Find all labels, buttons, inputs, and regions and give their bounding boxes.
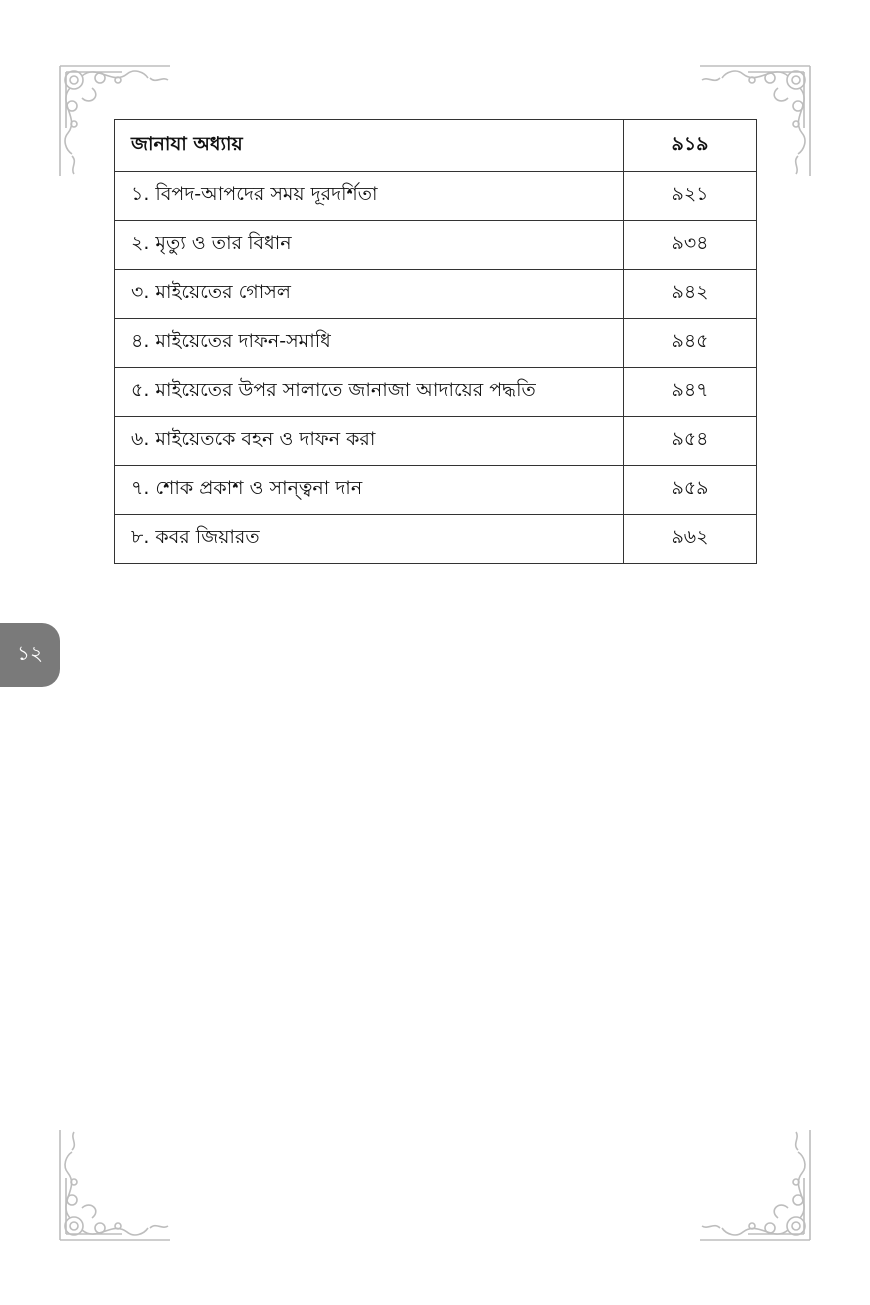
toc-row [115, 319, 757, 368]
toc-row [115, 466, 757, 515]
corner-ornament-bottom-left [52, 1128, 172, 1248]
toc-table [114, 119, 757, 564]
toc-row-title: ৩. মাইয়েতের গোসল [115, 270, 624, 319]
toc-row-title: ৭. শোক প্রকাশ ও সান্ত্বনা দান [115, 466, 624, 515]
toc-row-page: ৯৫৯ [624, 466, 757, 515]
toc-row [115, 368, 757, 417]
toc-row-title: ৪. মাইয়েতের দাফন-সমাধি [115, 319, 624, 368]
toc-row-page: ৯৪৭ [624, 368, 757, 417]
toc-row-page: ৯৪৫ [624, 319, 757, 368]
toc-chapter-title: জানাযা অধ্যায় [115, 120, 624, 172]
toc-row [115, 417, 757, 466]
toc-row [115, 515, 757, 564]
toc-row-title: ৬. মাইয়েতকে বহন ও দাফন করা [115, 417, 624, 466]
toc-row-title: ৫. মাইয়েতের উপর সালাতে জানাজা আদায়ের পদ্ধতি [115, 368, 624, 417]
toc-row-page: ৯২১ [624, 172, 757, 221]
toc-row-page: ৯৩৪ [624, 221, 757, 270]
floral-corner-ornament-icon [52, 1128, 172, 1248]
toc-row-page: ৯৫৪ [624, 417, 757, 466]
toc-chapter-page: ৯১৯ [624, 120, 757, 172]
toc-row-page: ৯৬২ [624, 515, 757, 564]
toc-row [115, 270, 757, 319]
toc-row [115, 221, 757, 270]
floral-corner-ornament-icon [698, 1128, 818, 1248]
toc-row-title: ১. বিপদ-আপদের সময় দূরদর্শিতা [115, 172, 624, 221]
toc-row-page: ৯৪২ [624, 270, 757, 319]
toc-row [115, 172, 757, 221]
toc-header-row [115, 120, 757, 172]
toc-row-title: ৮. কবর জিয়ারত [115, 515, 624, 564]
toc-row-title: ২. মৃত্যু ও তার বিধান [115, 221, 624, 270]
corner-ornament-bottom-right [698, 1128, 818, 1248]
page-number-tab: ১২ [0, 623, 60, 687]
